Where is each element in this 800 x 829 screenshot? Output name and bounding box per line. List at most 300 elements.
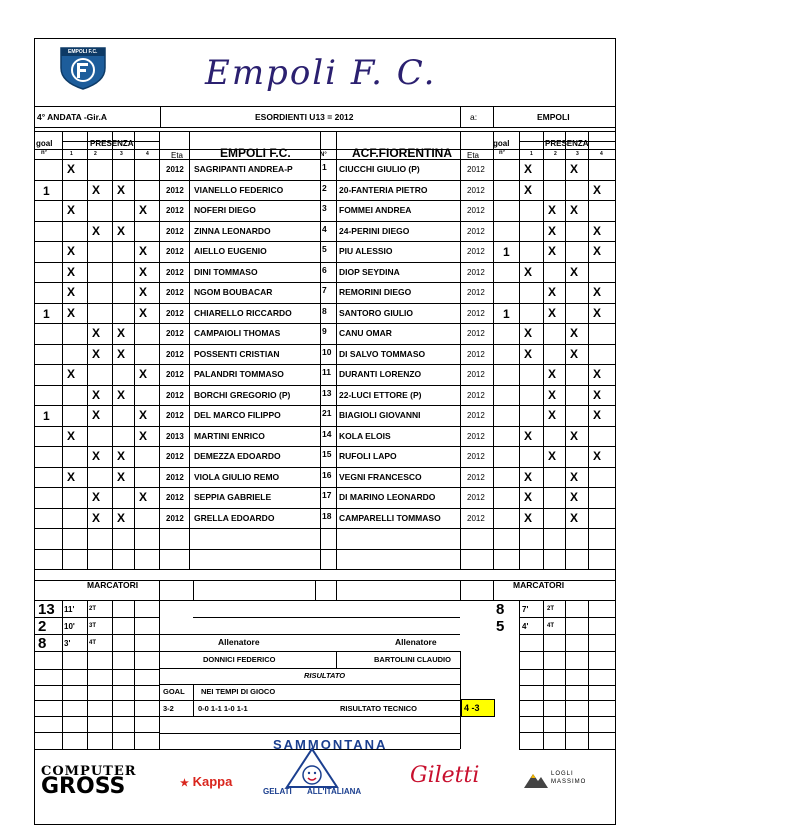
left-eta: 2012 bbox=[166, 493, 184, 502]
grid-h-line bbox=[35, 159, 615, 160]
grid-v-line bbox=[543, 654, 544, 749]
left-eta: 2012 bbox=[166, 165, 184, 174]
left-eta: 2012 bbox=[166, 226, 184, 236]
right-player-name: CAMPARELLI TOMMASO bbox=[339, 512, 441, 523]
marcatore-minute: 11' bbox=[64, 605, 75, 614]
grid-h-line bbox=[193, 617, 460, 618]
left-presence-mark: X bbox=[67, 367, 76, 381]
left-presence-mark: X bbox=[117, 449, 126, 463]
right-presence-mark: X bbox=[593, 387, 602, 402]
right-shirt-number: 6 bbox=[322, 264, 327, 275]
left-player-name: DINI TOMMASO bbox=[194, 266, 258, 277]
right-player-name: RUFOLI LAPO bbox=[339, 451, 397, 461]
grid-h-line bbox=[35, 241, 615, 242]
left-player-name: CAMPAIOLI THOMAS bbox=[194, 328, 281, 338]
right-presence-mark: X bbox=[524, 346, 533, 361]
right-coach-label: Allenatore bbox=[395, 637, 437, 647]
left-eta: 2013 bbox=[166, 431, 184, 441]
left-presence-mark: X bbox=[92, 490, 101, 504]
left-player-name: NGOM BOUBACAR bbox=[194, 287, 273, 297]
left-eta: 2012 bbox=[166, 452, 184, 461]
grid-h-line bbox=[35, 180, 615, 181]
grid-v-line bbox=[159, 580, 160, 600]
grid-h-line bbox=[519, 685, 615, 686]
kappa-text: Kappa bbox=[192, 774, 233, 789]
left-presence-mark: X bbox=[67, 428, 76, 443]
left-eta: 2012 bbox=[166, 206, 184, 215]
left-player-name: PALANDRI TOMMASO bbox=[194, 369, 284, 379]
right-col-2: 2 bbox=[554, 151, 557, 157]
right-presence-mark: X bbox=[570, 326, 579, 340]
left-presence-mark: X bbox=[92, 408, 101, 422]
right-col-4: 4 bbox=[600, 151, 603, 157]
left-eta: 2012 bbox=[166, 267, 184, 277]
grid-v-line bbox=[189, 131, 190, 569]
right-presence-mark: X bbox=[548, 285, 557, 299]
right-player-name: REMORINI DIEGO bbox=[339, 287, 412, 297]
left-presence-mark: X bbox=[92, 182, 101, 197]
left-player-name: MARTINI ENRICO bbox=[194, 430, 265, 441]
grid-v-line bbox=[112, 600, 113, 654]
grid-h-line bbox=[35, 508, 615, 509]
right-shirt-number: 18 bbox=[322, 510, 332, 521]
right-marcatori-label: MARCATORI bbox=[513, 580, 565, 590]
left-player-name: VIOLA GIULIO REMO bbox=[194, 471, 280, 482]
left-coach-name: DONNICI FEDERICO bbox=[203, 655, 276, 664]
grid-h-line bbox=[159, 733, 460, 734]
grid-h-line bbox=[159, 684, 460, 685]
right-shirt-number: 11 bbox=[322, 367, 331, 377]
right-shirt-number: 17 bbox=[322, 490, 332, 500]
right-goal: 1 bbox=[503, 306, 510, 321]
left-coach-label: Allenatore bbox=[218, 637, 260, 647]
match-sheet bbox=[34, 38, 616, 825]
marcatore-tempo: 2T bbox=[547, 606, 555, 612]
left-nr-header: n° bbox=[41, 150, 48, 156]
logli-bottom: MASSIMO bbox=[551, 779, 587, 785]
right-shirt-number: 16 bbox=[322, 469, 332, 480]
grid-h-line bbox=[35, 669, 159, 670]
right-presence-mark: X bbox=[524, 326, 533, 340]
right-player-name: CIUCCHI GIULIO (P) bbox=[339, 164, 420, 174]
grid-v-line bbox=[159, 131, 160, 569]
right-presence-mark: X bbox=[593, 367, 602, 381]
right-player-name: DURANTI LORENZO bbox=[339, 369, 422, 379]
right-eta: 2012 bbox=[467, 411, 485, 420]
right-goal-header: goal bbox=[493, 139, 510, 148]
left-team-name: EMPOLI F.C. bbox=[220, 146, 291, 160]
left-goal-header: goal bbox=[36, 139, 53, 148]
left-goal: 1 bbox=[43, 409, 50, 423]
marcatore-tempo: 2T bbox=[89, 606, 97, 612]
left-eta: 2012 bbox=[166, 247, 184, 256]
right-presence-mark: X bbox=[593, 182, 602, 197]
grid-v-line bbox=[493, 131, 494, 569]
left-presence-mark: X bbox=[67, 203, 76, 217]
grid-h-line bbox=[35, 600, 615, 601]
round-label: 4° ANDATA -Gir.A bbox=[37, 112, 107, 122]
grid-h-line bbox=[35, 446, 615, 447]
left-goal: 1 bbox=[43, 183, 50, 198]
mountain-icon bbox=[523, 769, 549, 789]
right-shirt-number: 10 bbox=[322, 346, 332, 357]
right-eta: 2012 bbox=[467, 472, 485, 482]
sammontana-logo bbox=[257, 735, 388, 801]
grid-v-line bbox=[193, 684, 194, 716]
left-eta: 2012 bbox=[166, 288, 184, 297]
grid-v-line bbox=[565, 600, 566, 654]
grid-v-line bbox=[543, 600, 544, 654]
grid-h-line bbox=[35, 364, 615, 365]
right-player-name: PIU ALESSIO bbox=[339, 246, 393, 256]
grid-h-line bbox=[35, 634, 159, 635]
grid-h-line bbox=[35, 262, 615, 263]
sammontana-sub-left: GELATI bbox=[263, 787, 292, 796]
right-player-name: KOLA ELOIS bbox=[339, 430, 391, 441]
right-presence-mark: X bbox=[570, 469, 579, 484]
grid-h-line bbox=[519, 716, 615, 717]
left-eta: 2012 bbox=[166, 390, 184, 400]
left-presence-mark: X bbox=[139, 244, 148, 258]
left-marcatori-label: MARCATORI bbox=[87, 580, 139, 590]
right-presence-mark: X bbox=[524, 162, 533, 176]
left-presence-mark: X bbox=[67, 264, 76, 279]
marcatore-number: 2 bbox=[38, 618, 47, 635]
left-presence-mark: X bbox=[139, 305, 148, 320]
right-presence-mark: X bbox=[570, 428, 579, 443]
right-presence-mark: X bbox=[524, 428, 533, 443]
left-presence-mark: X bbox=[139, 408, 148, 422]
grid-v-line bbox=[320, 131, 321, 569]
grid-v-line bbox=[112, 654, 113, 749]
computer-gross-bottom: GROSS bbox=[41, 774, 126, 799]
marcatore-minute: 3' bbox=[64, 639, 71, 648]
grid-h-line bbox=[519, 617, 615, 618]
right-presence-mark: X bbox=[570, 510, 579, 525]
grid-v-line bbox=[519, 131, 520, 569]
grid-h-line bbox=[519, 669, 615, 670]
right-presence-mark: X bbox=[548, 367, 557, 381]
grid-h-line bbox=[35, 221, 615, 222]
right-player-name: FOMMEI ANDREA bbox=[339, 205, 412, 215]
right-eta: 2012 bbox=[467, 431, 485, 441]
grid-v-line bbox=[460, 580, 461, 600]
left-eta: 2012 bbox=[166, 472, 184, 482]
grid-v-line bbox=[87, 131, 88, 569]
goal-score: 3-2 bbox=[163, 704, 174, 713]
grid-v-line bbox=[588, 654, 589, 749]
tempi-scores: 0-0 1-1 1-0 1-1 bbox=[198, 704, 248, 713]
right-presence-mark: X bbox=[548, 305, 557, 320]
right-shirt-number: 1 bbox=[322, 162, 327, 172]
grid-v-line bbox=[336, 131, 337, 569]
right-shirt-number: 14 bbox=[322, 428, 332, 439]
grid-v-line bbox=[134, 131, 135, 569]
left-player-name: ZINNA LEONARDO bbox=[194, 225, 271, 236]
right-player-name: 20-FANTERIA PIETRO bbox=[339, 184, 428, 195]
grid-v-line bbox=[519, 600, 520, 654]
right-eta: 2012 bbox=[467, 513, 485, 523]
left-col-1: 1 bbox=[70, 151, 73, 157]
left-presence-mark: X bbox=[67, 162, 76, 176]
left-presence-mark: X bbox=[67, 305, 76, 320]
right-presence-mark: X bbox=[548, 203, 557, 217]
right-eta: 2012 bbox=[467, 267, 485, 277]
left-presence-mark: X bbox=[92, 346, 101, 361]
right-shirt-number: 5 bbox=[322, 244, 327, 254]
right-eta: 2012 bbox=[467, 452, 485, 461]
grid-h-line bbox=[35, 405, 615, 406]
right-presence-mark: X bbox=[593, 305, 602, 320]
left-presence-mark: X bbox=[139, 490, 148, 504]
right-col-1: 1 bbox=[530, 151, 533, 157]
left-player-name: VIANELLO FEDERICO bbox=[194, 184, 284, 195]
right-player-name: DIOP SEYDINA bbox=[339, 266, 400, 277]
left-presence-mark: X bbox=[117, 510, 126, 525]
logo-text: EMPOLI F.C. bbox=[68, 49, 98, 55]
grid-v-line bbox=[159, 651, 160, 749]
kappa-icon: ★ bbox=[180, 778, 189, 789]
grid-v-line bbox=[336, 651, 337, 668]
right-nr2-header: n° bbox=[499, 150, 506, 156]
left-eta: 2012 bbox=[166, 308, 184, 318]
grid-v-line bbox=[62, 131, 63, 569]
left-player-name: NOFERI DIEGO bbox=[194, 205, 256, 215]
left-eta: 2012 bbox=[166, 349, 184, 359]
right-eta: 2012 bbox=[467, 226, 485, 236]
marcatore-minute: 4' bbox=[522, 622, 529, 631]
grid-h-line bbox=[35, 685, 159, 686]
grid-v-line bbox=[460, 131, 461, 569]
grid-v-line bbox=[336, 580, 337, 600]
right-player-name: VEGNI FRANCESCO bbox=[339, 471, 422, 482]
left-eta: 2012 bbox=[166, 329, 184, 338]
grid-h-line bbox=[35, 385, 615, 386]
right-shirt-number: 15 bbox=[322, 449, 332, 459]
grid-v-line bbox=[62, 600, 63, 654]
grid-v-line bbox=[159, 600, 160, 654]
grid-v-line bbox=[62, 654, 63, 749]
right-presence-mark: X bbox=[524, 490, 533, 504]
left-presence-mark: X bbox=[139, 285, 148, 299]
grid-h-line bbox=[35, 426, 615, 427]
right-eta: 2012 bbox=[467, 206, 485, 215]
right-presence-mark: X bbox=[548, 449, 557, 463]
right-presence-mark: X bbox=[524, 182, 533, 197]
grid-h-line bbox=[519, 732, 615, 733]
left-col-3: 3 bbox=[120, 151, 123, 157]
right-presence-mark: X bbox=[548, 223, 557, 238]
grid-v-line bbox=[588, 600, 589, 654]
left-presence-mark: X bbox=[117, 182, 126, 197]
left-player-name: SAGRIPANTI ANDREA-P bbox=[194, 164, 293, 174]
right-eta: 2012 bbox=[467, 390, 485, 400]
tempi-label: NEI TEMPI DI GIOCO bbox=[201, 687, 276, 696]
grid-v-line bbox=[193, 580, 194, 600]
left-eta: 2012 bbox=[166, 411, 184, 420]
left-presence-mark: X bbox=[92, 449, 101, 463]
marcatore-tempo: 4T bbox=[89, 640, 97, 646]
grid-v-line bbox=[588, 131, 589, 569]
grid-h-line bbox=[519, 749, 615, 750]
left-presence-mark: X bbox=[139, 264, 148, 279]
left-presence-mark: X bbox=[117, 346, 126, 361]
left-player-name: CHIARELLO RICCARDO bbox=[194, 307, 292, 318]
left-eta: 2012 bbox=[166, 513, 184, 523]
left-goal: 1 bbox=[43, 306, 50, 321]
left-player-name: DEMEZZA EDOARDO bbox=[194, 451, 281, 461]
left-eta: 2012 bbox=[166, 370, 184, 379]
right-presence-mark: X bbox=[593, 244, 602, 258]
grid-h-line bbox=[519, 700, 615, 701]
right-shirt-number: 8 bbox=[322, 305, 327, 316]
computer-gross-logo bbox=[41, 764, 137, 797]
grid-v-line bbox=[134, 654, 135, 749]
category-label: ESORDIENTI U13 = 2012 bbox=[255, 112, 354, 122]
computer-gross-top: COMPUTER bbox=[41, 764, 137, 779]
marcatore-tempo: 3T bbox=[89, 623, 97, 629]
grid-h-line bbox=[35, 700, 159, 701]
left-eta: 2012 bbox=[166, 185, 184, 195]
marcatore-number: 13 bbox=[38, 601, 55, 618]
right-eta: 2012 bbox=[467, 493, 485, 502]
venue-value: EMPOLI bbox=[537, 112, 570, 122]
grid-h-line bbox=[159, 668, 460, 669]
club-script-title: Empoli F. C. bbox=[205, 53, 437, 93]
right-nr-header: N° bbox=[320, 152, 327, 158]
grid-h-line bbox=[159, 700, 460, 701]
marcatore-tempo: 4T bbox=[547, 623, 555, 629]
right-eta: 2012 bbox=[467, 370, 485, 379]
right-presenza-header: PRESENZA bbox=[545, 139, 589, 148]
goal-label: GOAL bbox=[163, 687, 185, 696]
grid-v-line bbox=[519, 654, 520, 749]
result-label: RISULTATO bbox=[304, 671, 346, 680]
grid-h-line bbox=[35, 303, 615, 304]
right-presence-mark: X bbox=[570, 264, 579, 279]
right-player-name: DI SALVO TOMMASO bbox=[339, 348, 426, 359]
left-presenza-header: PRESENZA bbox=[90, 139, 134, 148]
left-player-name: DEL MARCO FILIPPO bbox=[194, 410, 281, 420]
grid-v-line bbox=[565, 654, 566, 749]
left-presence-mark: X bbox=[117, 387, 126, 402]
right-shirt-number: 4 bbox=[322, 223, 327, 234]
grid-v-line bbox=[565, 131, 566, 569]
left-player-name: GRELLA EDOARDO bbox=[194, 512, 275, 523]
left-presence-mark: X bbox=[67, 244, 76, 258]
venue-label: a: bbox=[470, 112, 478, 122]
grid-h-line bbox=[519, 634, 615, 635]
left-player-name: SEPPIA GABRIELE bbox=[194, 492, 272, 502]
sammontana-sub-right: ALL'ITALIANA bbox=[307, 787, 362, 796]
left-presence-mark: X bbox=[92, 223, 101, 238]
marcatore-minute: 10' bbox=[64, 622, 75, 631]
logli-massimo-logo bbox=[523, 769, 593, 795]
left-presence-mark: X bbox=[117, 469, 126, 484]
grid-h-line bbox=[35, 732, 159, 733]
grid-h-line bbox=[159, 634, 460, 635]
right-eta: 2012 bbox=[467, 288, 485, 297]
grid-h-line bbox=[35, 651, 159, 652]
giletti-logo: Giletti bbox=[410, 763, 480, 788]
grid-h-line bbox=[35, 487, 615, 488]
right-eta: 2012 bbox=[467, 349, 485, 359]
sammontana-text: SAMMONTANA bbox=[273, 737, 388, 752]
right-presence-mark: X bbox=[570, 490, 579, 504]
marcatore-number: 5 bbox=[496, 618, 505, 635]
right-presence-mark: X bbox=[524, 264, 533, 279]
right-eta-header: Eta bbox=[467, 151, 480, 160]
right-presence-mark: X bbox=[570, 346, 579, 361]
right-eta: 2012 bbox=[467, 308, 485, 318]
right-presence-mark: X bbox=[593, 285, 602, 299]
right-eta: 2012 bbox=[467, 165, 485, 174]
right-presence-mark: X bbox=[593, 449, 602, 463]
right-presence-mark: X bbox=[548, 408, 557, 422]
left-col-4: 4 bbox=[146, 151, 149, 157]
right-presence-mark: X bbox=[593, 408, 602, 422]
grid-h-line bbox=[35, 200, 615, 201]
right-presence-mark: X bbox=[570, 203, 579, 217]
right-goal: 1 bbox=[503, 245, 510, 259]
right-presence-mark: X bbox=[548, 387, 557, 402]
right-presence-mark: X bbox=[548, 244, 557, 258]
left-presence-mark: X bbox=[139, 428, 148, 443]
empoli-logo bbox=[57, 44, 109, 90]
right-presence-mark: X bbox=[524, 510, 533, 525]
left-presence-mark: X bbox=[139, 367, 148, 381]
marcatore-number: 8 bbox=[496, 601, 505, 618]
right-player-name: DI MARINO LEONARDO bbox=[339, 492, 436, 502]
grid-h-line bbox=[35, 749, 159, 750]
right-shirt-number: 9 bbox=[322, 326, 327, 336]
grid-h-line bbox=[35, 569, 615, 570]
left-col-2: 2 bbox=[94, 151, 97, 157]
right-shirt-number: 7 bbox=[322, 285, 327, 295]
right-presence-mark: X bbox=[570, 162, 579, 176]
grid-v-line bbox=[87, 600, 88, 654]
grid-v-line bbox=[87, 654, 88, 749]
grid-h-line bbox=[35, 467, 615, 468]
left-player-name: POSSENTI CRISTIAN bbox=[194, 348, 280, 359]
marcatore-number: 8 bbox=[38, 635, 47, 652]
grid-h-line bbox=[159, 716, 460, 717]
right-presence-mark: X bbox=[593, 223, 602, 238]
left-eta-header: Eta bbox=[171, 151, 184, 160]
grid-h-line bbox=[159, 651, 460, 652]
right-shirt-number: 21 bbox=[322, 408, 332, 418]
left-presence-mark: X bbox=[117, 223, 126, 238]
grid-h-line bbox=[35, 528, 615, 529]
right-player-name: 22-LUCI ETTORE (P) bbox=[339, 389, 422, 400]
grid-v-line bbox=[315, 580, 316, 600]
right-shirt-number: 13 bbox=[322, 387, 332, 398]
left-presence-mark: X bbox=[139, 203, 148, 217]
tecnico-score: 4 -3 bbox=[461, 699, 495, 717]
grid-h-line bbox=[35, 716, 159, 717]
right-player-name: 24-PERINI DIEGO bbox=[339, 225, 410, 236]
right-shirt-number: 3 bbox=[322, 203, 327, 213]
left-presence-mark: X bbox=[117, 326, 126, 340]
grid-h-line bbox=[519, 651, 615, 652]
left-presence-mark: X bbox=[67, 285, 76, 299]
left-presence-mark: X bbox=[92, 387, 101, 402]
right-eta: 2012 bbox=[467, 329, 485, 338]
kappa-logo bbox=[180, 774, 232, 789]
grid-v-line bbox=[543, 131, 544, 569]
grid-h-line bbox=[35, 549, 615, 550]
right-shirt-number: 2 bbox=[322, 182, 327, 193]
